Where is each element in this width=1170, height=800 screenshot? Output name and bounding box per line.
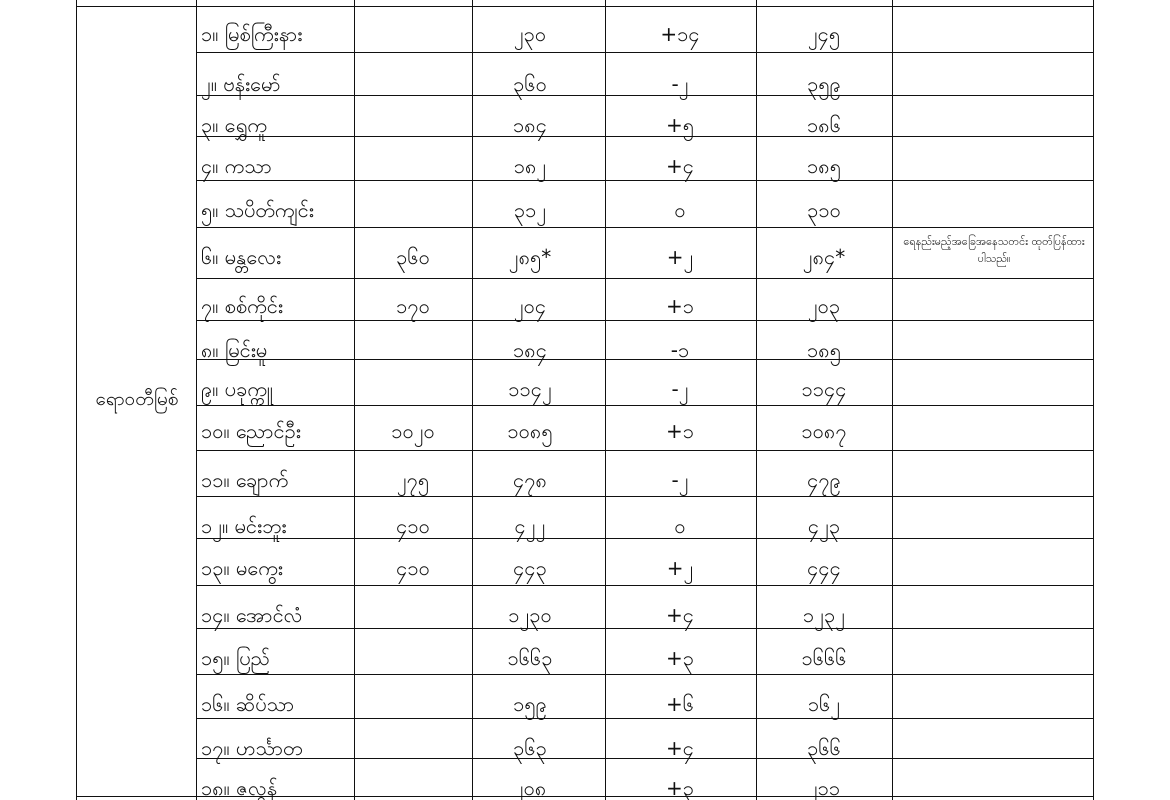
value-col4: ၄၂၃ — [807, 514, 841, 538]
value-change: +၅ — [665, 113, 695, 137]
value-change: +၄ — [665, 603, 695, 627]
value-col4: ၁၈၅ — [807, 338, 841, 362]
value-change: ၀ — [674, 198, 686, 222]
value-change: +၃ — [665, 776, 695, 800]
value-col1: ၁၇၀ — [396, 294, 430, 318]
value-col4: ၁၆၆၆ — [801, 646, 847, 670]
region-top-border — [76, 6, 196, 7]
row-border — [196, 180, 1093, 181]
station-name: ၁၃။ မကွေး — [201, 556, 283, 580]
value-col4: ၂၈၄* — [802, 245, 846, 269]
column-border — [756, 0, 757, 800]
value-col2: ၄၇၈ — [513, 468, 547, 492]
value-col2: ၃၁၂ — [513, 198, 547, 222]
value-col4: ၂၀၃ — [807, 294, 841, 318]
value-col2: ၁၈၂ — [513, 154, 547, 178]
value-col2: ၂၈၅* — [508, 245, 552, 269]
column-border — [354, 0, 355, 800]
value-col2: ၂၀၄ — [513, 294, 547, 318]
station-name: ၁၆။ ဆိပ်သာ — [201, 692, 295, 716]
value-col1: ၃၆၀ — [396, 245, 430, 269]
station-name: ၁၅။ ပြည် — [201, 646, 271, 670]
row-border — [196, 674, 1093, 675]
value-col2: ၁၈၄ — [513, 113, 547, 137]
value-change: +၄ — [665, 154, 695, 178]
value-col4: ၃၆၆ — [807, 736, 841, 760]
row-border — [196, 95, 1093, 96]
station-name: ၈။ မြင်းမူ — [201, 338, 268, 362]
value-col2: ၂၀၈ — [513, 776, 547, 800]
value-col2: ၁၅၉ — [513, 692, 547, 716]
station-name: ၁၂။ မင်းဘူး — [201, 514, 287, 538]
value-change: ၀ — [674, 514, 686, 538]
station-name: ၄။ ကသာ — [201, 154, 272, 178]
value-change: -၂ — [671, 72, 689, 96]
row-border — [196, 6, 1093, 7]
value-col2: ၃၆၀ — [513, 72, 547, 96]
value-change: +၁ — [665, 419, 695, 443]
station-name: ၁၄။ အောင်လံ — [201, 603, 303, 627]
value-change: +၁ — [665, 294, 695, 318]
row-border — [196, 136, 1093, 137]
station-name: ၁၈။ ဇလွန် — [201, 776, 278, 800]
row-border — [196, 359, 1093, 360]
row-border — [196, 227, 1093, 228]
value-change: -၂ — [671, 377, 689, 401]
row-border — [196, 320, 1093, 321]
value-col2: ၂၃၀ — [513, 22, 547, 46]
row-border — [196, 278, 1093, 279]
column-border — [605, 0, 606, 800]
row-border — [196, 585, 1093, 586]
station-name: ၂။ ဗန်းမော် — [201, 72, 281, 96]
remark-note: ရေနည်းမည့်အခြေအနေသတင်း ထုတ်ပြန်ထားပါသည်။ — [903, 235, 1085, 265]
value-change: +၂ — [666, 245, 694, 269]
column-border — [472, 0, 473, 800]
row-border — [196, 496, 1093, 497]
row-border — [196, 758, 1093, 759]
column-border — [1093, 0, 1094, 800]
station-column-border — [196, 0, 197, 800]
value-col4: ၄၄၄ — [807, 556, 841, 580]
value-col4: ၃၅၉ — [807, 72, 841, 96]
value-col4: ၁၁၄၄ — [801, 377, 847, 401]
value-col2: ၁၁၄၂ — [508, 377, 552, 401]
value-col2: ၁၈၄ — [513, 338, 547, 362]
value-col2: ၁၂၃၀ — [508, 603, 552, 627]
station-name: ၃။ ရွှေကူ — [201, 113, 267, 137]
value-col4: ၁၈၅ — [807, 154, 841, 178]
value-col1: ၂၇၅ — [396, 468, 430, 492]
row-border — [196, 718, 1093, 719]
station-name: ၁၁။ ချောက် — [201, 468, 289, 492]
value-col2: ၄၄၃ — [513, 556, 547, 580]
value-change: +၁၄ — [660, 22, 700, 46]
value-col4: ၁၆၂ — [807, 692, 841, 716]
station-name: ၁၇။ ဟင်္သာတ — [201, 736, 303, 760]
value-col4: ၁၂၃၂ — [802, 603, 846, 627]
river-name-label: ရောဝတီမြစ် — [95, 388, 179, 410]
value-change: -၂ — [671, 468, 689, 492]
value-col2: ၁၆၆၃ — [507, 646, 553, 670]
table-outer-left-border — [76, 0, 77, 800]
value-col4: ၄၇၉ — [807, 468, 841, 492]
value-col1: ၁၀၂၀ — [391, 419, 435, 443]
value-col4: ၃၁၀ — [807, 198, 841, 222]
value-change: +၃ — [665, 646, 695, 670]
value-col2: ၁၀၈၅ — [507, 419, 553, 443]
station-name: ၆။ မန္တလေး — [201, 245, 282, 269]
value-col4: ၂၄၅ — [807, 22, 841, 46]
row-border — [196, 405, 1093, 406]
station-name: ၇။ စစ်ကိုင်း — [201, 294, 283, 318]
value-col4: ၁၀၈၇ — [801, 419, 847, 443]
station-name: ၅။ သပိတ်ကျင်း — [201, 198, 314, 222]
column-border — [892, 0, 893, 800]
row-border — [196, 52, 1093, 53]
value-col1: ၄၁၀ — [396, 556, 430, 580]
station-name: ၁။ မြစ်ကြီးနား — [201, 22, 303, 46]
value-change: +၆ — [665, 692, 695, 716]
value-col2: ၄၂၂ — [514, 514, 546, 538]
value-change: -၁ — [670, 338, 690, 362]
value-col4: ၂၁၁ — [807, 776, 841, 800]
value-col1: ၄၁၀ — [396, 514, 430, 538]
value-change: +၄ — [665, 736, 695, 760]
row-border — [196, 538, 1093, 539]
value-col4: ၁၈၆ — [807, 113, 841, 137]
value-change: +၂ — [666, 556, 694, 580]
row-border — [196, 628, 1093, 629]
row-border — [196, 450, 1093, 451]
station-name: ၉။ ပခုက္ကူ — [201, 377, 273, 401]
station-name: ၁၀။ ညောင်ဦး — [201, 419, 301, 443]
value-col2: ၃၆၃ — [513, 736, 547, 760]
